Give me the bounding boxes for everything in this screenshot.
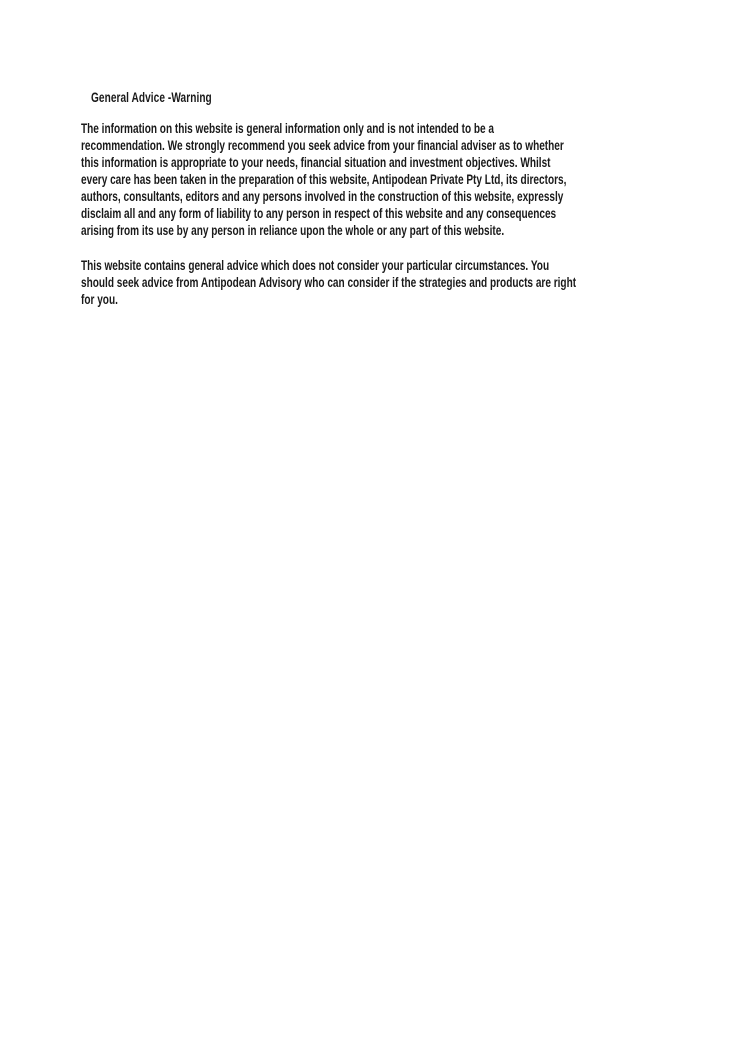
paragraph-line: every care has been taken in the preparation of this website, Antipodean Private Pty Ltd, its directors, (81, 172, 567, 187)
advisory-paragraph (81, 257, 744, 308)
paragraph-line: for you. (81, 292, 118, 307)
paragraph-line: disclaim all and any form of liability to any person in respect of this website and any consequences (81, 206, 557, 221)
paragraph-line: recommendation. We strongly recommend you seek advice from your financial adviser as to whether (81, 138, 564, 153)
paragraph-line: The information on this website is general information only and is not intended to be a (81, 121, 495, 136)
paragraph-line: authors, consultants, editors and any persons involved in the construction of this website, expressly (81, 189, 564, 204)
general-advice-paragraph (81, 120, 737, 239)
paragraph-line: arising from its use by any person in reliance upon the whole or any part of this website. (81, 223, 505, 238)
paragraph-line: This website contains general advice which does not consider your particular circumstances. You (81, 258, 550, 273)
paragraph-line: this information is appropriate to your needs, financial situation and investment objectives. Whilst (81, 155, 551, 170)
paragraph-line: should seek advice from Antipodean Advisory who can consider if the strategies and products are right (81, 275, 577, 290)
document-heading: General Advice -Warning (91, 89, 212, 105)
